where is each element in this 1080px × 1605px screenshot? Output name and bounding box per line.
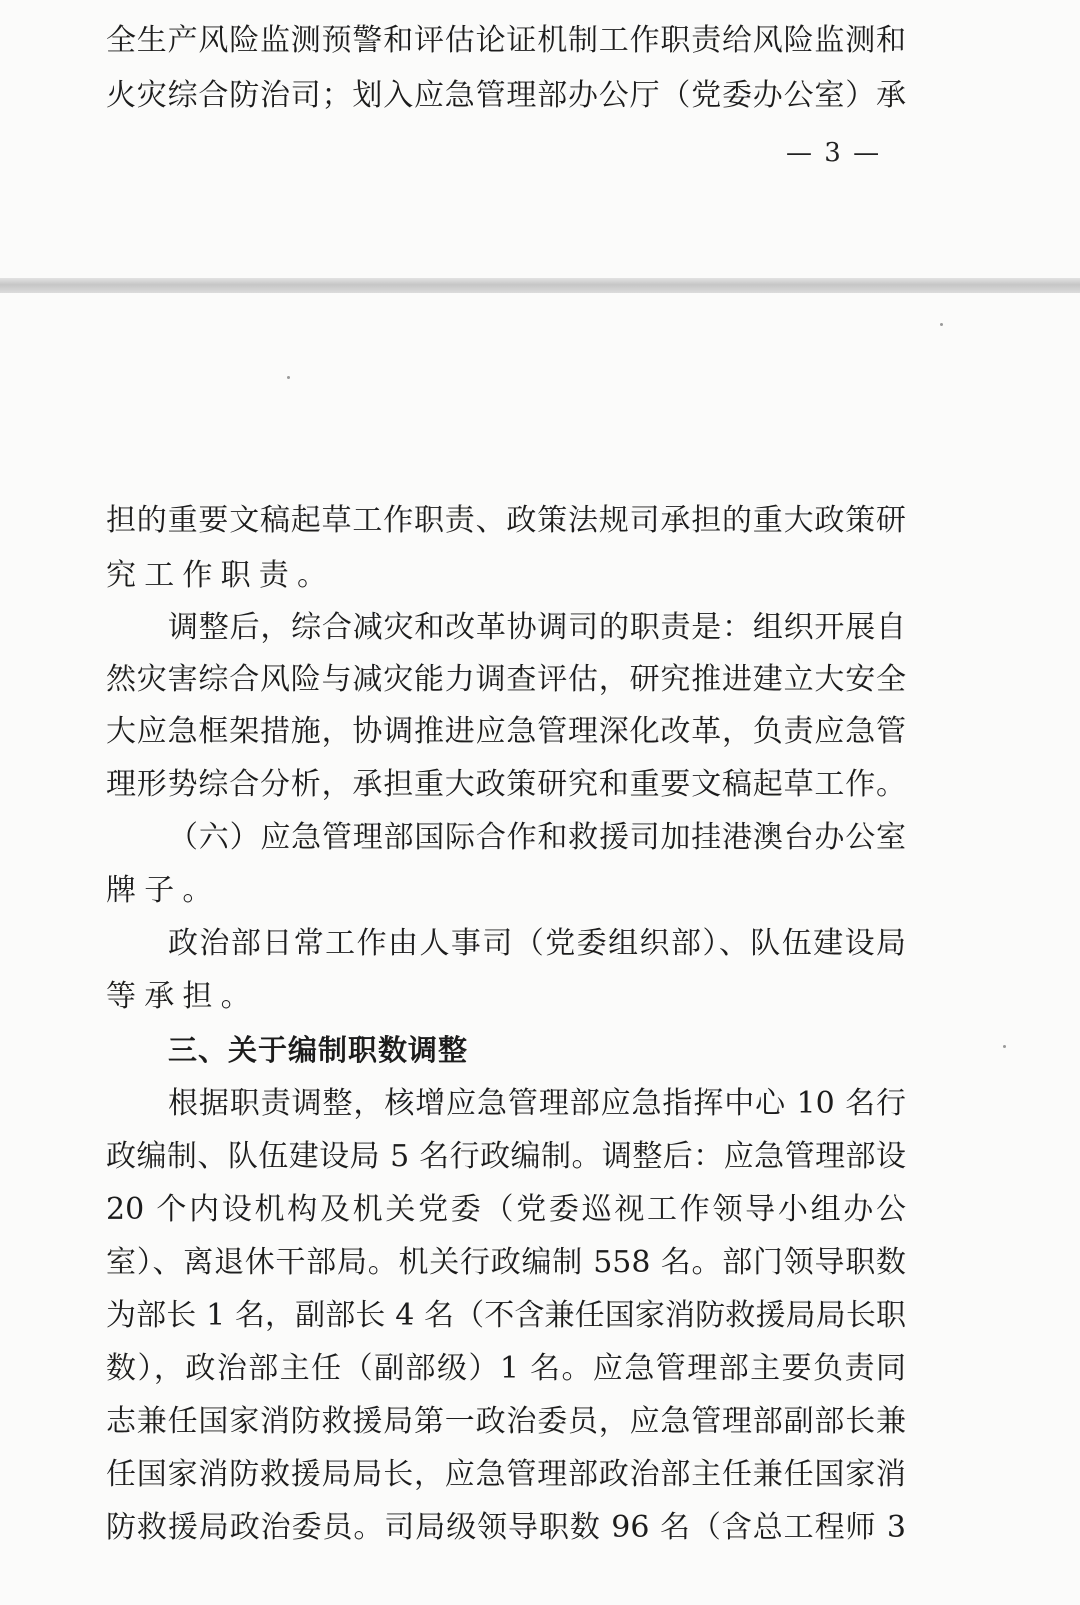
text-line: 20 个内设机构及机关党委（党委巡视工作领导小组办公 [106,1192,906,1227]
text-line: 然灾害综合风险与减灾能力调查评估，研究推进建立大安全 [106,662,906,697]
text-line: 政编制、队伍建设局 5 名行政编制。调整后：应急管理部设 [106,1139,906,1174]
text-line: 全生产风险监测预警和评估论证机制工作职责给风险监测和 [106,23,906,58]
text-line: 牌子。 [106,873,221,908]
text-line: 调整后，综合减灾和改革协调司的职责是：组织开展自 [168,610,906,645]
text-line: 根据职责调整，核增应急管理部应急指挥中心 10 名行 [168,1086,906,1121]
previous-page [0,0,1080,278]
text-line: 担的重要文稿起草工作职责、政策法规司承担的重大政策研 [106,503,906,538]
text-line: 理形势综合分析，承担重大政策研究和重要文稿起草工作。 [106,767,906,802]
text-line: 志兼任国家消防救援局第一政治委员，应急管理部副部长兼 [106,1404,906,1439]
text-line: 防救援局政治委员。司局级领导职数 96 名（含总工程师 3 [106,1510,906,1545]
body-text [106,293,906,1605]
text-line: 火灾综合防治司；划入应急管理部办公厅（党委办公室）承 [106,78,906,113]
scan-speck [1003,1045,1006,1048]
text-line: 任国家消防救援局局长，应急管理部政治部主任兼任国家消 [106,1457,906,1492]
text-line: 室）、离退休干部局。机关行政编制 558 名。部门领导职数 [106,1245,906,1280]
text-line: 政治部日常工作由人事司（党委组织部）、队伍建设局 [168,926,906,961]
text-line: 究工作职责。 [106,558,336,593]
text-line: 等承担。 [106,979,259,1014]
current-page [0,293,1080,1605]
section-heading: 三、关于编制职数调整 [168,1033,469,1067]
text-line: 数），政治部主任（副部级）1 名。应急管理部主要负责同 [106,1351,906,1386]
text-line: （六）应急管理部国际合作和救援司加挂港澳台办公室 [168,820,906,855]
scan-speck [940,323,943,326]
page-number: — 3 — [786,138,882,168]
text-line: 大应急框架措施，协调推进应急管理深化改革，负责应急管 [106,714,906,749]
page-separator [0,278,1080,293]
text-line: 为部长 1 名，副部长 4 名（不含兼任国家消防救援局局长职 [106,1298,906,1333]
